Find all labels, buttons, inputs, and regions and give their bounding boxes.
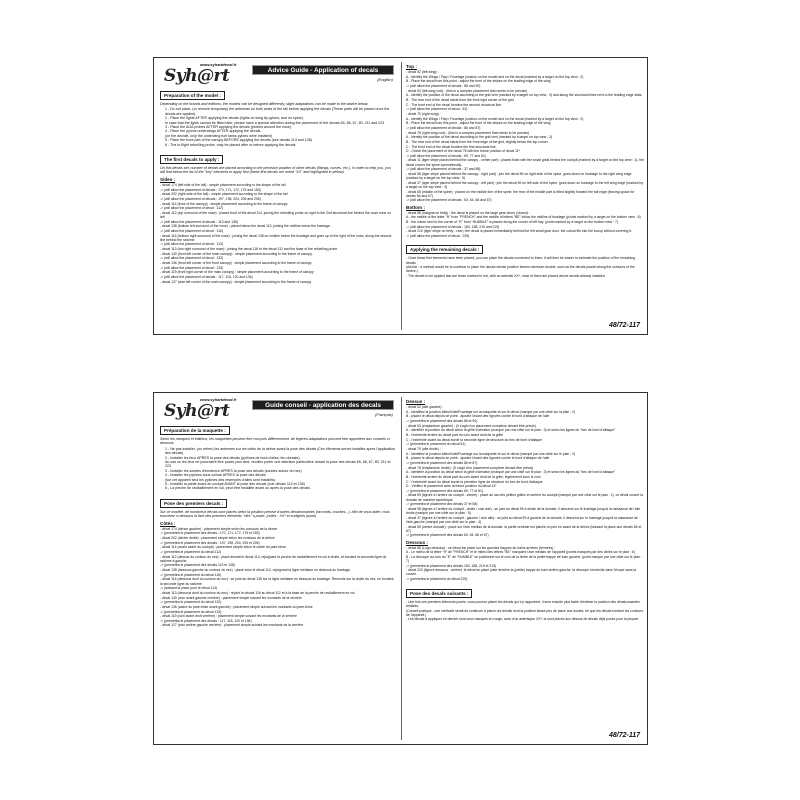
decal-line: - decal 113 (low right surround of the nose) : joining the decal 116 to the decal 112 and the base of the refuelling probe	[160, 247, 338, 252]
decal-line: A - Identifiez la jonction Ailes/Volet/Fuselage sur la maquette et sur le décal (marqué par une cible sur la plan : 2)	[406, 409, 576, 414]
first-decals-heading: Pose des premiers decals :	[160, 499, 227, 508]
decal-line: - décal 37 (tigrure à l'arrière du cockpit - gauche / coin aile) : se joint au décal 59 à gauche de la dorsale, il descend sur le fuselage jusqu'à la naissance de l'aile gauche (marqué par une cible sur le plan : 4)	[406, 515, 638, 524]
prep-item: 4 - Place the pylons underwings AFTER applying the decals.	[165, 129, 262, 134]
prep-item: In case that the lights cannot be fitted later, please have a special attention during the placement of the decals 65, 66, 67, 80, 211 and 223	[165, 120, 385, 125]
syhart-logo: Syh@rt	[164, 66, 230, 86]
decal-line: B - The rear end of the decal starts from the front right corner of the grid.	[406, 97, 515, 102]
decal-line: A - Identify the Wings / Flap / Fuselage junction on the model and on the decal (marked by a target on the top view : 2)	[406, 74, 584, 79]
decal-line: - decal 114 (front of the canopy) : simple placement according to the frame of canopy.	[160, 201, 289, 206]
prep-list	[160, 447, 396, 491]
decal-line: B - the cutout next to the corner of "E" from "HUMBLE" is placed along the corner of left bay. (point marked by a target on the bottom view : 7)	[406, 219, 619, 224]
prep-intro: Selon les marques et éditions, les maquettes peuvent être conçues différemment, de légères adaptations peuvent être apportées aux conseils ci-dessous.	[160, 437, 391, 446]
decal-line: -> (will allow the placement of decals : 183, 188, 215 and 219)	[406, 224, 500, 229]
header	[160, 62, 396, 84]
decal-line: - décal 127 (coin arrière gauche verrière) : placement simple suivant les montants de la verrière	[160, 623, 304, 628]
column-divider	[401, 62, 402, 330]
prep-item: 2 - Installer les feux APRES la pose des décals (pylônes de bout d'ailes, feu dorsale).	[165, 455, 301, 460]
language-label: (English)	[377, 77, 393, 82]
decal-line: A - identifier la position du décal selon la grille d'aération (marqué par une cible sur le plan : 3) et selon les lignes du "bec de bord d'attaque"	[406, 428, 616, 433]
decal-line: - decal 202 (right side of the tail) : simple placement according to the shape of the tail	[160, 192, 288, 197]
remaining-line: (Conseil pratique : une méthode serait de continuer à placer les décals dont la position laisse peu de place aux doutes, tel que les décals bordant les contours de l'appareil.)	[406, 608, 644, 617]
remaining-line: - Une fois ces premiers éléments posés, vous pourrez placer les décals qui s'y rapportent, il sera ensuite plus facile d'estimer la position des décalcomanies restants.	[406, 599, 640, 608]
decal-line: -> (will allow the placement of decal : 132)	[160, 256, 224, 261]
remaining-line: - The decals to be applied last are those marked in red, with an asterisk XX*, most of them are placed above decals already installed	[406, 274, 605, 279]
decal-line: - décal 88 (Logo dessous) : ce décal est placé sur les grandes trappes du trains arrières (fermées) :	[406, 545, 556, 550]
decal-line: -> (will allow the placement of decals : 37 and 58)	[406, 167, 481, 172]
left-column	[160, 62, 396, 330]
decal-line: -> (permettra le placement du décal 132)	[160, 600, 222, 605]
decal-line: - decal 78 (right wing root) : (this is a complex placement that needs to be precise)	[406, 130, 530, 135]
website-url: www.syhartdecal.fr	[200, 397, 237, 402]
decal-line: - décal 210 (tigrure dessous - arrière) :le décal se place juste derrière la (petite) trappe du train arrière gauche, la découpe s'emboîte dans l'écope sans la couvrir.	[406, 568, 637, 577]
decal-line: -> (will allow the placement of decals : 117, 118, 120 and 136)	[160, 275, 253, 279]
decal-line: -> (will allow the placement of decal : 113)	[160, 242, 223, 247]
decal-line: - decal 65 (middle of the spine) : placed on the middle line of the spine, the rear of the middle part is fitted slightly forward the tail edge (leaving space for decals 66 and 67)	[406, 189, 635, 198]
decal-line: -> (permettra le placement des décals 113 et 138)	[160, 563, 235, 568]
decal-line: - decal 130 (front left corner of the main canopy) : simple placement according to the frame of canopy.	[160, 251, 313, 256]
decal-line: - décal 113 (dessous droit du contour du nez) : rejoint le décals 116 au décal 112 et à la base de la perche de ravitaillement en vol.	[160, 590, 356, 595]
website-url: www.syhartdecal.fr	[200, 62, 237, 67]
prep-item: 1 - Ne pas installer, (ou retirer) les antennes sur les côtés de la dérive avant la pose des décals (Ces éléments seront installés après l'application des décals)	[165, 446, 396, 456]
decal-line: - décal 119 (coin avant droit verrière) : placement simple suivant les montants de la verrière	[160, 614, 297, 619]
english-guide-sheet	[153, 57, 648, 335]
decal-line: - decal 116 (bottom right surround of the nose) : joining the decal 138 on midline below the fuselage and goes up to the right of the nose, along the second line behind the radome	[160, 233, 392, 242]
decal-line: - décal 53 (emplanture gauche) : (Il s'agit d'un placement complexe devant être précis)	[406, 423, 536, 428]
decal-line: -> (permettra le placement des décals 88 et 90)	[406, 418, 478, 423]
decal-line: -> (laissant la place pour le décal 113)	[160, 586, 218, 591]
decal-line: -> (permettra le placement des décals : 197, 198, 204, 205 et 206)	[160, 540, 260, 545]
decal-line: - décal 174 (dérive gauche) : placement simple selon les contours de la dérive	[160, 526, 278, 531]
prep-item: 4 - Installer les pylônes sous voilure APRES la pose des décals	[165, 473, 266, 478]
page-number: 48/72-117	[608, 322, 640, 329]
syhart-logo: Syh@rt	[164, 401, 230, 421]
decal-line: - decal 138 (bottom left surround of the nose) : placed below the decal 112, joining the midline below the fuselage.	[160, 224, 331, 229]
prep-item: (on the aircraft, only the underwing fuel tanks pylons were installed)	[165, 133, 273, 138]
guide-title: Guide conseil - application des decals	[252, 400, 394, 410]
prep-item: 5 - Place the front part of the canopy BEFORE applying the decals (see decals 114 and 136)	[165, 138, 312, 143]
decal-line: - decal 210 (tiger stripe on belly - rear) :the decal is placed immediately behind the left small gear door, the cutout fits into the scoop without covering it.	[406, 229, 632, 234]
prep-item: (sur cet appareil seul les pylônes des réservoirs d'ailes sont installés).	[165, 477, 276, 482]
decal-line: C - l'extrémité avant du décal borde la seconde ligne de structure du bec de bord d'attaque	[406, 437, 543, 442]
decal-line: - decal 53 (left wing root) : (this is a complex placement that needs to be precise)	[406, 88, 528, 93]
decal-line: C - The front end of the decal borders the first structural line.	[406, 144, 497, 149]
decal-line: B - l'extrémité arrière du décal part du coin avant droit de la grille, légèrement sous le coin	[406, 474, 541, 479]
decal-line: - décal 138 (dessous gauche du contour du nez) : placé sous le décal 112, rejoignant la ligne médiane en dessous du fuselage.	[160, 568, 351, 573]
decal-line: D - Check the placement of the decal 78 with the future position of decal 11*	[406, 149, 520, 154]
decal-line: A - Identify the position of the decal according to the grid vent (marked by a target on top view : 3) and along the structural lines next to the leading edge slats.	[406, 93, 643, 98]
prep-item: 6 - La perche de ravitaillement en vol, peut être installée avant ou après la pose des décals.	[165, 486, 311, 491]
decal-line: -> (will allow the placement of decals : 69, 77 and 81)	[406, 153, 487, 158]
decal-line: -> (permettra le placement du décal 112)	[160, 549, 222, 554]
decal-line: - décal 70 (aile droite) :	[406, 446, 441, 451]
prep-list	[160, 107, 396, 147]
first-decals-intro: Sur ce modèle, de nombreux décals sont placés selon la position précise d'autres décalcomanies (raccords, courbes...). Afin de vous aider, vous trouverez ci-dessous la liste des premiers éléments "clés" à poser. (notés : XX* et surlignés jaune)	[160, 509, 390, 519]
decal-line: B - Place the decal from this point - adjust the front of the stripes on the leading edge of the wing	[406, 121, 551, 126]
decal-line: -> (permettra le placement des décals : 117, 118, 120 et 136)	[160, 618, 252, 623]
decal-line: -> (will allow the placement of decal : 133)	[160, 265, 224, 270]
decal-line: - décal 52 (aile gauche) :	[406, 405, 444, 409]
decal-line: C - l'extrémité avant du décal borde la première ligne de structure du bec de bord d'attaque	[406, 479, 543, 484]
bottom-list	[406, 546, 644, 582]
french-guide-sheet	[153, 392, 648, 745]
right-column	[406, 397, 644, 740]
decal-line: - décal 202 (dérive droite) : placement simple selon les contours de la dérive	[160, 536, 275, 540]
prep-item: 6 - The in-flight refuelling probe, may be placed after or before applying the decals	[165, 142, 296, 147]
prep-item: 1 - Do not place, (or remove temporary) the antennas on both sides of the tail before applying the decals (These parts will be placed once the decals are applied).	[165, 107, 390, 116]
decal-line: B - placez le décal depuis ce point - ajustez l'avant des tigrures contre le bord d'attaque de l'aile	[406, 456, 550, 461]
decal-line: -> (permettra le placement du décal 51)	[406, 442, 466, 447]
bottom-heading: Bottom :	[406, 204, 425, 210]
decal-line: -> (permettra le placement des décals 183, 188, 215 et 219)	[406, 563, 497, 568]
bottom-heading: Dessous :	[406, 539, 428, 545]
top-list	[406, 405, 644, 538]
decal-line: -> (will allow the placement of decal : 116)	[160, 228, 223, 233]
decal-line: A - Identifiez la jonction Ailes/Volet/Fuselage sur la maquette et sur le décal (marqué par une cible sur le plan : 2)	[406, 451, 576, 456]
decal-line: - decal 88 (insignia on belly) : the decal is placed on the large gear doors (closed) :	[406, 210, 531, 215]
first-decals-intro: On this decals set, number of decals are placed according to the precision position of other decals (fittings, curves, etc.). In order to help you, you will find below the list of the "key" elements to apply first (these first decals are noted "XX" and highlighted in yellow).	[160, 166, 391, 175]
decal-line: A - Le milieu de la lettre "H" de "FRENCH" et le milieu des lettres "BE" marquent l'axe médian de l'appareil (points marqués par des cibles sur le plan : 6)	[406, 550, 635, 555]
decal-line: - decal 174 (left side of the tail) : simple placement according to the shape of the tail	[160, 182, 286, 187]
top-heading: Dessus :	[406, 399, 426, 404]
top-heading: Top :	[406, 64, 417, 69]
decal-line: - decal 58 (tiger stripe placed behind the canopy - right part) : join the decal 59 on right side of the spine, goes down on fuselage to the right wing edge (marked by a target on the top view : 5)	[406, 171, 632, 181]
decal-line: - décal 58 (tigrure à l'arrière du cockpit - droite / coin aile) : se joint au décal 59 à droite de la dorsale, il descend sur le fuselage jusqu'à la naissance de l'aile droite (marqué par une cible sur le plan : 5)	[406, 506, 641, 516]
remaining-heading: Pose des decals suivants :	[406, 589, 472, 598]
decal-line: - décal 112 (dessus du contour du nez) : placé devant le décal 114, rejoignant la perche de ravitaillement en vol à droite, et bordant la seconde ligne du radôme à gauche	[160, 554, 387, 563]
decal-line: - decal 127 (rear left corner of the main canopy) : simple placement according to the frame of canopy	[160, 279, 312, 284]
prep-item: 3 - Place the AOA probes AFTER applying the decals (probes around the nose).	[165, 125, 293, 130]
prep-heading: Préparation de la maquette :	[160, 426, 230, 435]
decal-line: -> (will allow the placement of decals : 88 and 90)	[406, 83, 481, 88]
decal-line: - decal 119 (front right corner of the main canopy) : simple placement according to the frame of canopy	[160, 270, 314, 275]
bottom-list	[406, 211, 644, 238]
decal-line: -> (permettra le placement du décal 133)	[160, 609, 222, 614]
remaining-heading: Applying the remaining decals :	[406, 245, 483, 254]
decal-line: A - Identify the Wings / Flap / Fuselage junction on the model and on the decal (marked by a target on the top view : 2)	[406, 116, 584, 121]
sides-heading: Côtés :	[160, 520, 176, 526]
decal-line: A - Identify the position of the decal according to the grid vent (marked by a target on top view : 3)	[406, 135, 553, 140]
decal-line: B - Place the decal from this point - adjust the front of the stripes on the leading edge of the wing	[406, 79, 551, 84]
remaining-line: - Once these first elements have been placed, you can place the decals connected to them, it will then be easier to estimate the position of the remaining decals	[406, 256, 636, 265]
decal-line: - decal 37 (tiger stripe placed behind the canopy - left part) : join the decal 59 on left side of the spine, goes down on fuselage to the left wing edge (marked by a target on the top view : 4)	[406, 180, 644, 189]
decal-line: A - identifier la position du décal selon la grille d'aération (marqué par une cible sur le plan : 3) et selon les lignes du "bec de bord d'attaque"	[406, 470, 616, 475]
first-decals-heading: The first decals to apply :	[160, 155, 223, 164]
decal-line: B - l'extrémité arrière du décal part du coin avant droit de la grille	[406, 432, 503, 437]
remaining-line: (Advice : a method would be to continue to place the decals whose position leaves minimum doubts, such as the decals placed along the contours of the device.)	[406, 265, 635, 274]
remaining-list	[406, 256, 644, 278]
decal-line: -> (will allow the placement of decals : 86 and 87)	[406, 125, 481, 130]
decal-line: -> (permettra le placement des décals 69, 77 et 81)	[406, 488, 483, 493]
prep-item: 3 - Installer les sondes d'incidence APRES la pose des décals (sondes autour du nez).	[165, 468, 303, 473]
decal-line: B - The rear end of the decal starts from the front edge of the grid, slightly below the top corner.	[406, 139, 549, 144]
language-label: (Français)	[374, 412, 393, 417]
decal-line: -> (permettra le placement des décals : 170, 171, 172, 175 et 183)	[160, 531, 260, 536]
remaining-line: - Les décals à appliquer en dernier sont ceux marqués en rouge, avec d'un astérisque XX*, la sont placés aux dessus de décals déjà posés pour la plupart.	[406, 617, 639, 622]
decal-line: - decal 52 (left wing) :	[406, 70, 439, 74]
decal-line: - décal 130 (coin avant gauche verrière) : placement simple suivant les montants de la verrière	[160, 595, 302, 600]
decal-line: -> (will allow the placement of decal : 225)	[406, 233, 470, 238]
decal-line: -> (permettra le placement du décal 225)	[406, 577, 468, 582]
decal-line: -> (will allow the placement of decals : 197, 198, 204, 205 and 206)	[160, 196, 261, 201]
right-column	[406, 62, 644, 330]
left-column	[160, 397, 396, 740]
prep-heading: Preparation of the model :	[160, 91, 225, 100]
sides-heading: Sides :	[160, 176, 176, 182]
decal-line: - décal 114 (avant cadre du cockpit) : placement simple selon le cadre du pare-brise.	[160, 545, 287, 550]
decal-line: -> (will allow the placement of decals : 63, 64, 66 and 67)	[406, 198, 492, 203]
decal-line: -> (will allow the placement of decals : 113 and 138)	[160, 219, 238, 224]
decal-line: - decal 112 (top surround of the nose) : placed front of the decal 114, joining the refuelling probe on right to the 2nd structural line behind the nose cone on left	[160, 210, 391, 219]
header	[160, 397, 396, 419]
decal-line: -> (will allow the placement of decal : 112)	[160, 206, 223, 211]
prep-item: Au cas où les feux ne pourraient être posés plus tard, veuillez porter une attention particulière durant la pose des decals 65, 66, 67, 80, 211 et 223	[165, 460, 391, 469]
sides-list	[160, 527, 396, 628]
decal-line: -> (permettra le placement des décals 86 et 87)	[406, 460, 478, 465]
decal-line: D - Vérifiez le placement avec la future position du décal 11*	[406, 484, 497, 489]
decal-line: -> (will allow the placement of decal : 51)	[406, 107, 468, 112]
prep-item: 2 - Place the lights AFTER applying the decals (lights on wing tip pylons, and on spine).	[165, 116, 304, 121]
remaining-list	[406, 600, 644, 622]
decal-line: -> (permettra le placement du décal 116)	[160, 572, 222, 577]
decal-line: - décal 78 (emplanture droite) : (Il s'agit d'un placement complexe devant être précis)	[406, 465, 534, 470]
prep-intro: Depending on the brands and editions, the models can be designed differently, slight adaptations can be made to the advice below.	[160, 102, 369, 106]
decal-line: -> (will allow the placement of decals : 170, 171, 172, 175 and 183)	[160, 187, 261, 192]
sides-list	[160, 183, 396, 284]
decal-line: - decal 136 (front left corner of the front canopy) : simple placement according to the frame of canopy.	[160, 261, 313, 266]
decal-line: C - The front end of the decal borders the second structural line.	[406, 102, 503, 107]
column-divider	[401, 397, 402, 740]
decal-line: - décal 65 (centre dorsale) : placé sur l'axe médian de la dorsale, la partie centrale est placée un peu en avant de la dérive (laissant la place aux décals 66 et 67)	[406, 524, 642, 533]
page-number: 48/72-117	[608, 732, 640, 739]
decal-line: B - placez le décal depuis ce point - ajustez l'avant des tigrures contre le bord d'attaque de l'aile	[406, 414, 550, 419]
decal-line: - décal 116 (dessous droit du contour du nez) : se joint au décal 138 sur la ligne médiane en dessous du fuselage. Remonte sur la droite du nez, en bordant la seconde ligne du radôme	[160, 577, 394, 586]
decal-line: - decal 11 (tiger stripe placed behind the canopy - center part) : placed flush with the small grids behind the cockpit (marked by a target on the top view : 1). the decal covers the spine symmetrically.	[406, 158, 644, 167]
decal-line: -> (permettra le placement des décals 63, 64, 66 et 67)	[406, 533, 489, 538]
decal-line: - decal 70 (right wing) :	[406, 111, 441, 116]
guide-title: Advice Guide - Application of decals	[252, 65, 394, 75]
decal-line: - décal 59 (tigrure à l'arrière du cockpit - centre) : placé au ras des petites grilles en arrière du cockpit (marqué par une cible sur le plan : 1). ce décal couvre la dorsale de manière symétrique.	[406, 493, 643, 502]
decal-line: A - the middle of the letter "H" from "FRENCH" and the middle of letters "BE" follow the midline of fuselage (points marked by a target on the bottom view : 6)	[406, 215, 641, 220]
decal-line: B - La découpe au coin du "E" de "HUMBLE" se positionne sur le coin de la limite de la petite trappe de train gauche. (point marqué par une cible sur le plan : 7)	[406, 554, 642, 563]
top-list	[406, 70, 644, 203]
decal-line: - décal 136 (cadre du pare-brise avant gauche) : placement simple suivant les montants du pare-brise	[160, 604, 313, 609]
prep-item: 5 - Installer la partie avant du cockpit AVANT la pose des décals (voir décals 114 et 136)	[165, 482, 305, 487]
decal-line: -> (permettra le placement des décals 37 et 58)	[406, 502, 478, 507]
